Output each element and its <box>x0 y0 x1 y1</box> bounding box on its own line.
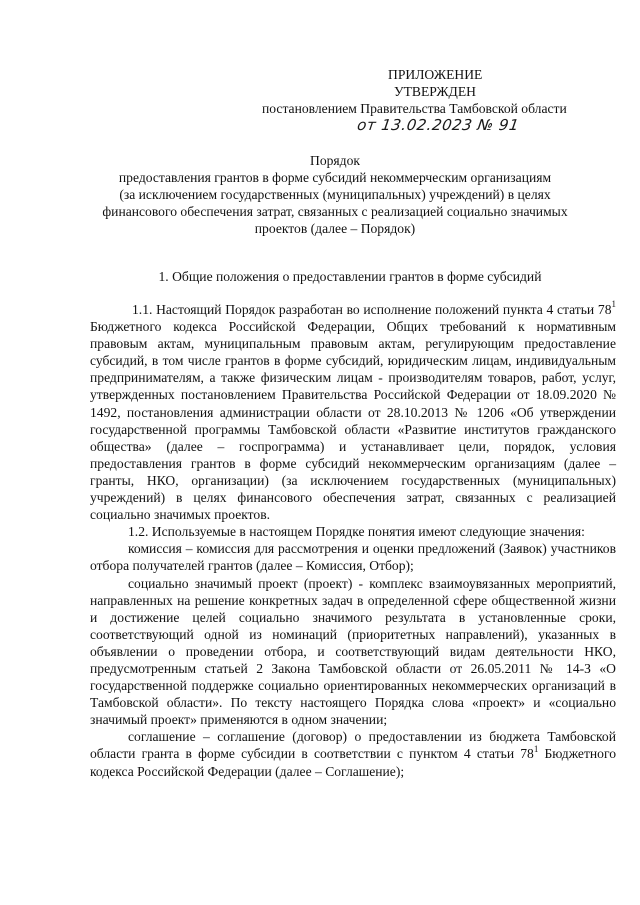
paragraph-1-1-text-a: 1.1. Настоящий Порядок разработан во исполнение положений пункта 4 статьи 78 <box>132 302 612 317</box>
document-body <box>90 301 616 780</box>
appendix-label: ПРИЛОЖЕНИЕ <box>388 67 483 82</box>
handwritten-date-number: от 13.02.2023 № 91 <box>356 116 521 135</box>
paragraph-commission: комиссия – комиссия для рассмотрения и оценки предложений (Заявок) участников отбора получателей грантов (далее – Комиссия, Отбор); <box>90 541 616 574</box>
paragraph-1-1-text-b: Бюджетного кодекса Российской Федерации, Общих требований к нормативным правовым актам, муниципальным правовым актам, регулирующим предоставление субсидий, в том числе грантов в форме субсидий, юридическим лицам, индивидуальным предпринимателям, а также физическим лицам - производителям товаров, работ, услуг, утвержденных постановлением Правительства Российской Федерации от 18.09.2020 № 1492, постановления администрации области от 28.10.2013 № 1206 «Об утверждении государственной программы Тамбовской области «Развитие институтов гражданского общества» (далее – госпрограмма) и устанавливает цели, порядок, условия предоставления грантов в форме субсидий некоммерческим организациям (далее – гранты, НКО, организации) (за исключением государственных (муниципальных) учреждений) в целях финансового обеспечения затрат, связанных с реализацией социально значимых проектов. <box>90 319 616 523</box>
paragraph-1-2: 1.2. Используемые в настоящем Порядке понятия имеют следующие значения: <box>128 524 585 540</box>
superscript-2: 1 <box>533 743 539 754</box>
approval-block <box>262 66 614 137</box>
title-line-3: (за исключением государственных (муниципальных) учреждений) в целях <box>119 187 551 203</box>
paragraph-1-1 <box>90 301 616 523</box>
title-line-5: проектов (далее – Порядок) <box>254 221 416 237</box>
paragraph-agreement <box>90 728 616 779</box>
superscript-1: 1 <box>611 299 616 310</box>
approved-label: УТВЕРЖДЕН <box>394 84 476 100</box>
section-heading: 1. Общие положения о предоставлении грантов в форме субсидий <box>158 269 542 284</box>
title-line-4: финансового обеспечения затрат, связанных с реализацией социально значимых <box>102 204 568 220</box>
paragraph-agreement-text-a: соглашение – соглашение (договор) о предоставлении из бюджета Тамбовской области гранта в форме субсидии в соответствии с пунктом 4 статьи 78 <box>90 729 616 762</box>
title-line-2: предоставления грантов в форме субсидий некоммерческим организациям <box>118 170 552 186</box>
paragraph-agreement-text-b: Бюджетного кодекса Российской Федерации (далее – Соглашение); <box>90 746 616 779</box>
document-title <box>70 152 600 237</box>
resolution-text: постановлением Правительства Тамбовской области <box>262 101 567 117</box>
paragraph-project: социально значимый проект (проект) - комплекс взаимоувязанных мероприятий, направленных на решение конкретных задач в определенной сфере общественной жизни и достижение целей социально значимого результата в установленные сроки, соответствующий одной из номинаций (приоритетных направлений), указанных в объявлении о проведении отбора, и соответствующий видам деятельности НКО, предусмотренным статьей 2 Закона Тамбовской области от 26.05.2011 № 14-З «О государственной поддержке социально ориентированных некоммерческих организаций в Тамбовской области». По тексту настоящего Порядка слова «проект» и «социально значимый проект» применяются в одном значении; <box>90 575 616 728</box>
title-line-1: Порядок <box>310 153 360 168</box>
